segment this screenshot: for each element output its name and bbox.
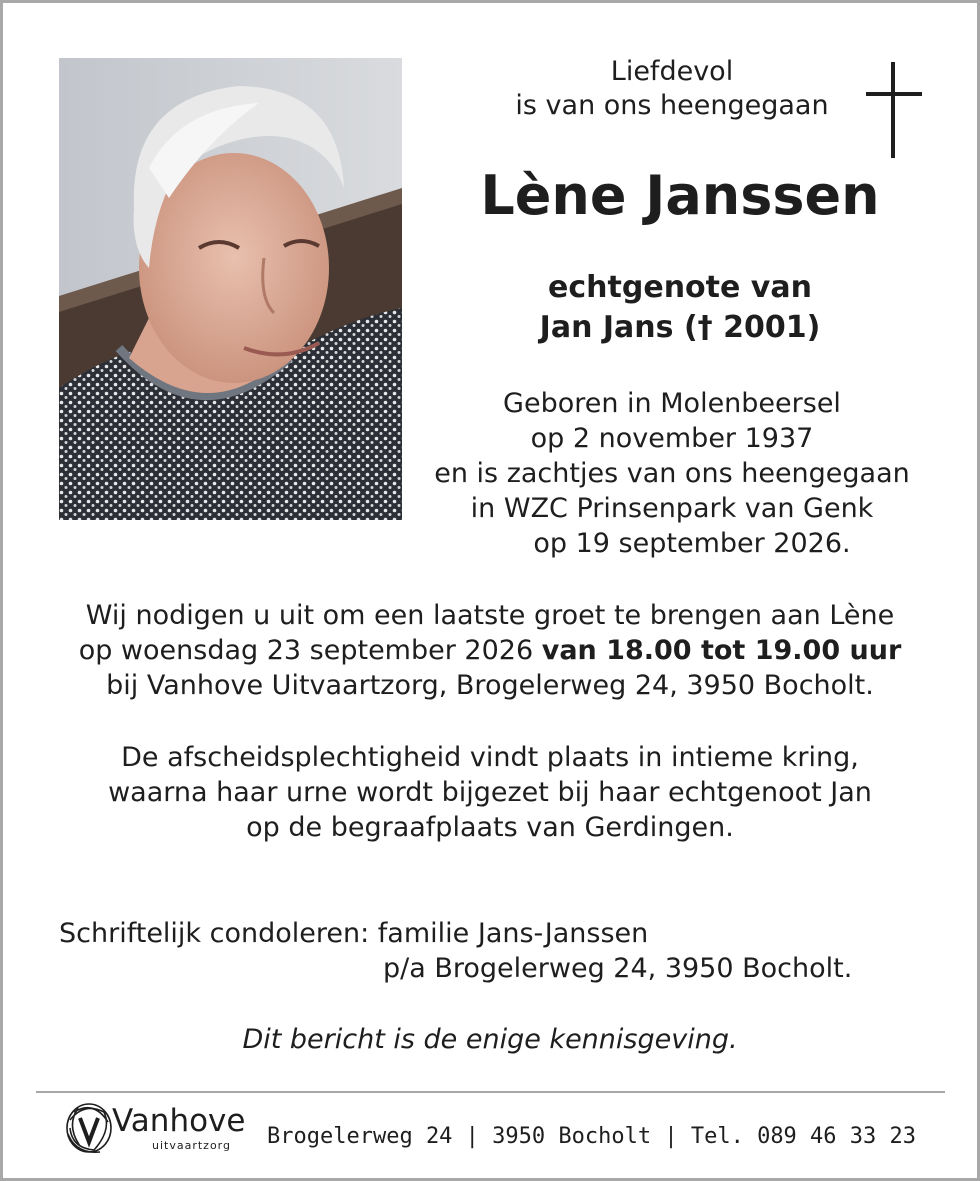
funeral-block (40, 740, 940, 845)
visit-line: bij Vanhove Uitvaartzorg, Brogelerweg 24, 3950 Bocholt. (106, 670, 874, 701)
visitation-block (40, 598, 940, 703)
visit-date: op woensdag 23 september 2026 (78, 635, 542, 666)
funeral-line: op de begraafplaats van Gerdingen. (246, 812, 734, 843)
birth-line: en is zachtjes van ons heengegaan (434, 458, 910, 489)
visit-line (40, 633, 940, 668)
birth-line: op 2 november 1937 (530, 423, 814, 454)
birth-line: Geboren in Molenbeersel (503, 388, 841, 419)
spouse-line: echtgenote van (548, 270, 812, 305)
footer-divider (36, 1091, 945, 1093)
condolence-line: Schriftelijk condoleren: familie Jans-Janssen (59, 918, 649, 949)
intro-line: is van ons heengegaan (515, 90, 829, 121)
visit-time: van 18.00 tot 19.00 uur (541, 635, 902, 666)
logo-brand: Vanhove (112, 1103, 246, 1139)
intro-text (482, 55, 862, 123)
birth-line: in WZC Prinsenpark van Genk (470, 493, 874, 524)
deceased-name: Lène Janssen (480, 164, 880, 227)
cross-icon (866, 62, 922, 158)
birth-line: op 19 september 2026. (533, 528, 851, 559)
funeral-line: De afscheidsplechtigheid vindt plaats in intieme kring, (121, 742, 859, 773)
funeral-line: waarna haar urne wordt bijgezet bij haar echtgenoot Jan (108, 777, 872, 808)
spouse-line: Jan Jans († 2001) (539, 310, 821, 345)
birth-death-block (402, 386, 942, 561)
notice-text: Dit bericht is de enige kennisgeving. (242, 1024, 738, 1055)
intro-line: Liefdevol (610, 56, 734, 87)
visit-line: Wij nodigen u uit om een laatste groet te brengen aan Lène (85, 600, 895, 631)
logo-subtitle: uitvaartzorg (152, 1139, 231, 1152)
spouse-block (440, 268, 920, 348)
footer-contact: Brogelerweg 24 | 3950 Bocholt | Tel. 089 46 33 23 (267, 1124, 917, 1149)
condolence-address: p/a Brogelerweg 24, 3950 Bocholt. (383, 953, 853, 984)
portrait-photo (59, 58, 402, 520)
